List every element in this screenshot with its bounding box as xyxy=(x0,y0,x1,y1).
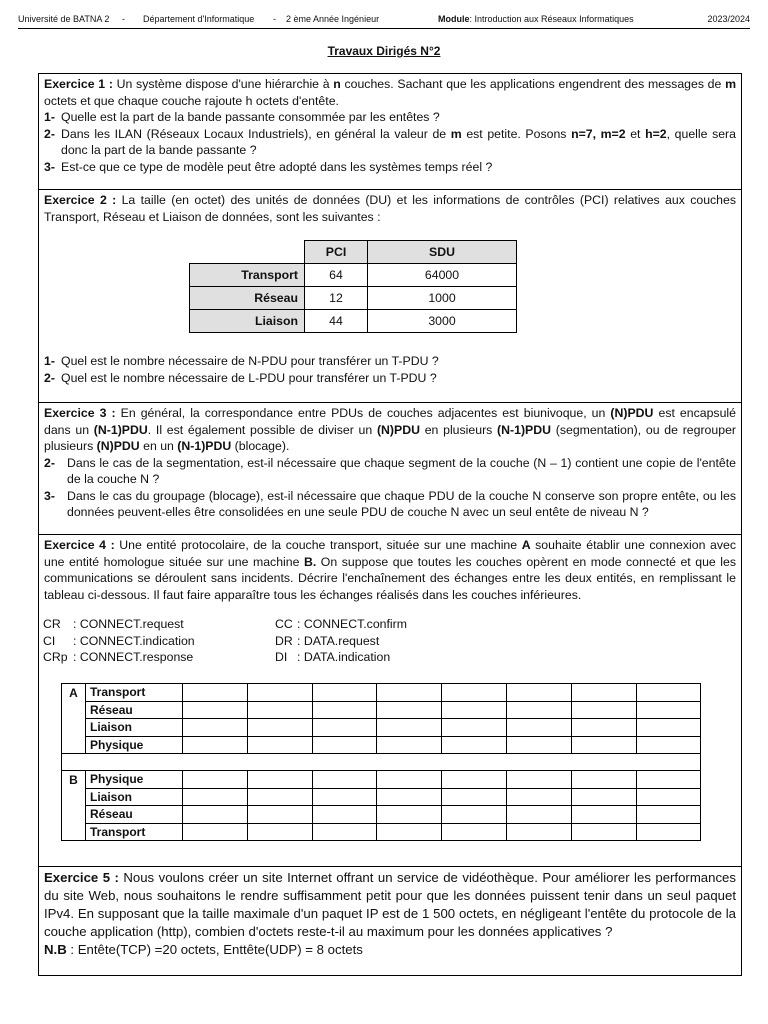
exchange-cell[interactable] xyxy=(442,806,507,824)
exchange-cell[interactable] xyxy=(183,701,248,719)
exercise-label: Exercice 1 : xyxy=(44,77,113,91)
page-title: Travaux Dirigés N°2 xyxy=(327,44,441,58)
exchange-cell[interactable] xyxy=(442,771,507,789)
row-header: Réseau xyxy=(190,287,305,310)
exchange-cell[interactable] xyxy=(506,788,571,806)
exchange-cell[interactable] xyxy=(636,788,701,806)
abbreviation-item: CRp : CONNECT.response xyxy=(43,650,194,664)
exchange-cell[interactable] xyxy=(571,806,636,824)
exchange-cell[interactable] xyxy=(442,736,507,754)
table-row xyxy=(62,788,701,806)
du-pci-table xyxy=(189,240,517,333)
abbreviation-item: CC : CONNECT.confirm xyxy=(275,617,407,631)
exercise-4-intro: Exercice 4 : Une entité protocolaire, de la couche transport, située sur une machine A souhaite établir une connexion avec une entité homologue située sur une machine B. On suppose que toutes les couches opèrent en mode connecté et que les communications se déroulent sans incidents. Décrire l'enchaînement des échanges entre les deux entités, en remplissant le tableau ci-dessous. Il faut faire apparaître tous les échanges réalisés dans les couches inférieures. xyxy=(44,538,737,602)
department-name: Département d'Informatique xyxy=(143,14,255,24)
exchange-cell[interactable] xyxy=(377,684,442,702)
table-row-spacer xyxy=(62,754,701,771)
exercise-label: Exercice 3 : xyxy=(44,406,116,420)
exchange-cell[interactable] xyxy=(571,788,636,806)
exchange-cell[interactable] xyxy=(183,736,248,754)
exercise-1 xyxy=(38,73,742,190)
exchange-cell[interactable] xyxy=(442,823,507,841)
question-item: 3- Est-ce que ce type de modèle peut être adopté dans les systèmes temps réel ? xyxy=(44,159,493,174)
exchange-cell[interactable] xyxy=(571,719,636,737)
exchange-cell[interactable] xyxy=(442,719,507,737)
table-row xyxy=(190,310,517,333)
exchange-table xyxy=(61,683,701,841)
exercise-5 xyxy=(38,866,742,976)
table-cell: 44 xyxy=(305,310,368,333)
column-header-pci: PCI xyxy=(305,241,368,264)
exchange-cell[interactable] xyxy=(247,684,312,702)
exchange-cell[interactable] xyxy=(636,806,701,824)
exchange-cell[interactable] xyxy=(636,701,701,719)
layer-label: Transport xyxy=(86,684,183,702)
layer-label: Liaison xyxy=(86,719,183,737)
exercise-1-intro: Exercice 1 : Un système dispose d'une hiérarchie à n couches. Sachant que les applications engendrent des messages de m octets et que chaque couche rajoute h octets d'entête. xyxy=(44,77,736,108)
module-info xyxy=(438,14,634,24)
exchange-cell[interactable] xyxy=(377,736,442,754)
abbreviation-item: CR : CONNECT.request xyxy=(43,617,184,631)
row-header: Transport xyxy=(190,264,305,287)
exchange-cell[interactable] xyxy=(183,823,248,841)
academic-year: 2023/2024 xyxy=(707,14,750,24)
exchange-cell[interactable] xyxy=(506,684,571,702)
year-level: 2 ème Année Ingénieur xyxy=(286,14,380,24)
question-item: 1- Quelle est la part de la bande passante consommée par les entêtes ? xyxy=(44,110,440,124)
table-row xyxy=(62,823,701,841)
table-row xyxy=(62,719,701,737)
column-header-sdu: SDU xyxy=(368,241,517,264)
exchange-cell[interactable] xyxy=(377,771,442,789)
table-row xyxy=(62,701,701,719)
spacer-cell xyxy=(62,754,701,771)
exchange-cell[interactable] xyxy=(377,788,442,806)
question-item: 1- Quel est le nombre nécessaire de N-PDU pour transférer un T-PDU ? xyxy=(44,354,439,368)
exchange-cell[interactable] xyxy=(247,719,312,737)
page-header xyxy=(18,12,750,29)
exchange-cell[interactable] xyxy=(442,701,507,719)
layer-label: Physique xyxy=(86,771,183,789)
exchange-cell[interactable] xyxy=(247,823,312,841)
exchange-cell[interactable] xyxy=(312,701,377,719)
exchange-cell[interactable] xyxy=(636,684,701,702)
abbreviation-list-left xyxy=(43,616,195,666)
exercise-4 xyxy=(38,534,742,867)
exchange-cell[interactable] xyxy=(247,771,312,789)
exchange-cell[interactable] xyxy=(506,719,571,737)
table-row xyxy=(190,264,517,287)
abbreviation-list-right xyxy=(275,616,407,666)
module-value: : Introduction aux Réseaux Informatiques xyxy=(469,14,634,24)
exchange-cell[interactable] xyxy=(183,771,248,789)
exchange-cell[interactable] xyxy=(636,771,701,789)
layer-label: Physique xyxy=(86,736,183,754)
table-row xyxy=(190,287,517,310)
exercise-3 xyxy=(38,402,742,535)
exchange-cell[interactable] xyxy=(247,701,312,719)
exchange-cell[interactable] xyxy=(312,771,377,789)
question-item: 2- Quel est le nombre nécessaire de L-PDU pour transférer un T-PDU ? xyxy=(44,370,437,385)
exercise-2-intro: Exercice 2 : La taille (en octet) des unités de données (DU) et les informations de contrôles (PCI) relatives aux couches Transport, Réseau et Liaison de données, sont les suivantes : xyxy=(44,193,737,224)
exchange-cell[interactable] xyxy=(506,806,571,824)
exercise-2 xyxy=(38,189,742,403)
exercise-label: Exercice 5 : xyxy=(44,870,119,885)
exchange-cell[interactable] xyxy=(312,823,377,841)
question-item: 3- Dans le cas du groupage (blocage), est-il nécessaire que chaque PDU de la couche N conserve son propre entête, ou les données peuvent-elles être consolidées en une seule PDU de couche N avec un seul entête de niveau N ? xyxy=(44,488,736,519)
table-row xyxy=(62,806,701,824)
table-header-row xyxy=(190,241,517,264)
layer-label: Transport xyxy=(86,823,183,841)
university-name: Université de BATNA 2 xyxy=(18,14,110,24)
exchange-cell[interactable] xyxy=(442,684,507,702)
exchange-cell[interactable] xyxy=(183,684,248,702)
header-separator: - xyxy=(273,14,276,24)
abbreviation-item: DR : DATA.request xyxy=(275,633,380,648)
exchange-cell[interactable] xyxy=(506,771,571,789)
exchange-cell[interactable] xyxy=(506,823,571,841)
exchange-cell[interactable] xyxy=(636,823,701,841)
exchange-cell[interactable] xyxy=(506,701,571,719)
exchange-cell[interactable] xyxy=(377,806,442,824)
exchange-cell[interactable] xyxy=(247,736,312,754)
exchange-cell[interactable] xyxy=(312,806,377,824)
exchange-cell[interactable] xyxy=(442,788,507,806)
exercise-label: Exercice 2 : xyxy=(44,193,117,207)
exercise-5-text: Exercice 5 : Nous voulons créer un site Internet offrant un service de vidéothèque. Pour améliorer les performances du site Web, nous souhaitons le rendre suffisamment petit pour que les données puissent tenir dans un seul paquet IPv4. En supposant que la taille maximale d'un paquet IP est de 1 500 octets, en négligeant l'entête du protocole de la couche application (http), combien d'octets reste-t-il au maximum pour les données applicatives ? xyxy=(44,870,736,939)
exchange-cell[interactable] xyxy=(183,788,248,806)
exchange-cell[interactable] xyxy=(247,788,312,806)
exchange-cell[interactable] xyxy=(636,736,701,754)
exchange-cell[interactable] xyxy=(571,823,636,841)
exchange-cell[interactable] xyxy=(571,701,636,719)
layer-label: Liaison xyxy=(86,788,183,806)
exercise-label: Exercice 4 : xyxy=(44,538,115,552)
header-separator: - xyxy=(122,14,125,24)
question-list xyxy=(44,353,736,386)
machine-label: A xyxy=(62,684,86,754)
exchange-cell[interactable] xyxy=(312,719,377,737)
abbreviation-item: DI : DATA.indication xyxy=(275,650,391,664)
question-list xyxy=(44,109,736,175)
question-item: 2- Dans le cas de la segmentation, est-il nécessaire que chaque segment de la couche (N – 1) contient une copie de l'entête de la couche N ? xyxy=(44,455,736,486)
row-header: Liaison xyxy=(190,310,305,333)
exchange-cell[interactable] xyxy=(183,719,248,737)
table-row xyxy=(62,736,701,754)
exchange-cell[interactable] xyxy=(312,788,377,806)
machine-label: B xyxy=(62,771,86,841)
exchange-cell[interactable] xyxy=(636,719,701,737)
layer-label: Réseau xyxy=(86,806,183,824)
exchange-cell[interactable] xyxy=(312,684,377,702)
exchange-cell[interactable] xyxy=(571,736,636,754)
table-row xyxy=(62,684,701,702)
module-label: Module xyxy=(438,14,470,24)
question-item: 2- Dans les ILAN (Réseaux Locaux Industriels), en général la valeur de m est petite. Posons n=7, m=2 et h=2, quelle sera donc la part de la bande passante ? xyxy=(44,126,736,157)
table-cell: 1000 xyxy=(368,287,517,310)
table-cell: 3000 xyxy=(368,310,517,333)
table-corner xyxy=(190,241,305,264)
table-cell: 12 xyxy=(305,287,368,310)
table-row xyxy=(62,771,701,789)
exercise-3-intro: Exercice 3 : En général, la correspondance entre PDUs de couches adjacentes est biunivoque, un (N)PDU est encapsulé dans un (N-1)PDU. Il est également possible de diviser un (N)PDU en plusieurs (N-1)PDU (segmentation), ou de regrouper plusieurs (N)PDU en un (N-1)PDU (blocage). xyxy=(44,406,737,453)
exchange-cell[interactable] xyxy=(312,736,377,754)
exchange-cell[interactable] xyxy=(247,806,312,824)
question-list xyxy=(44,455,736,521)
exercise-5-note: N.B : Entête(TCP) =20 octets, Enttête(UDP) = 8 octets xyxy=(44,942,363,957)
exchange-cell[interactable] xyxy=(377,719,442,737)
table-cell: 64000 xyxy=(368,264,517,287)
layer-label: Réseau xyxy=(86,701,183,719)
exchange-cell[interactable] xyxy=(377,823,442,841)
exchange-cell[interactable] xyxy=(571,771,636,789)
table-cell: 64 xyxy=(305,264,368,287)
exchange-cell[interactable] xyxy=(506,736,571,754)
exchange-cell[interactable] xyxy=(377,701,442,719)
exchange-cell[interactable] xyxy=(571,684,636,702)
abbreviation-item: CI : CONNECT.indication xyxy=(43,633,195,648)
exchange-cell[interactable] xyxy=(183,806,248,824)
